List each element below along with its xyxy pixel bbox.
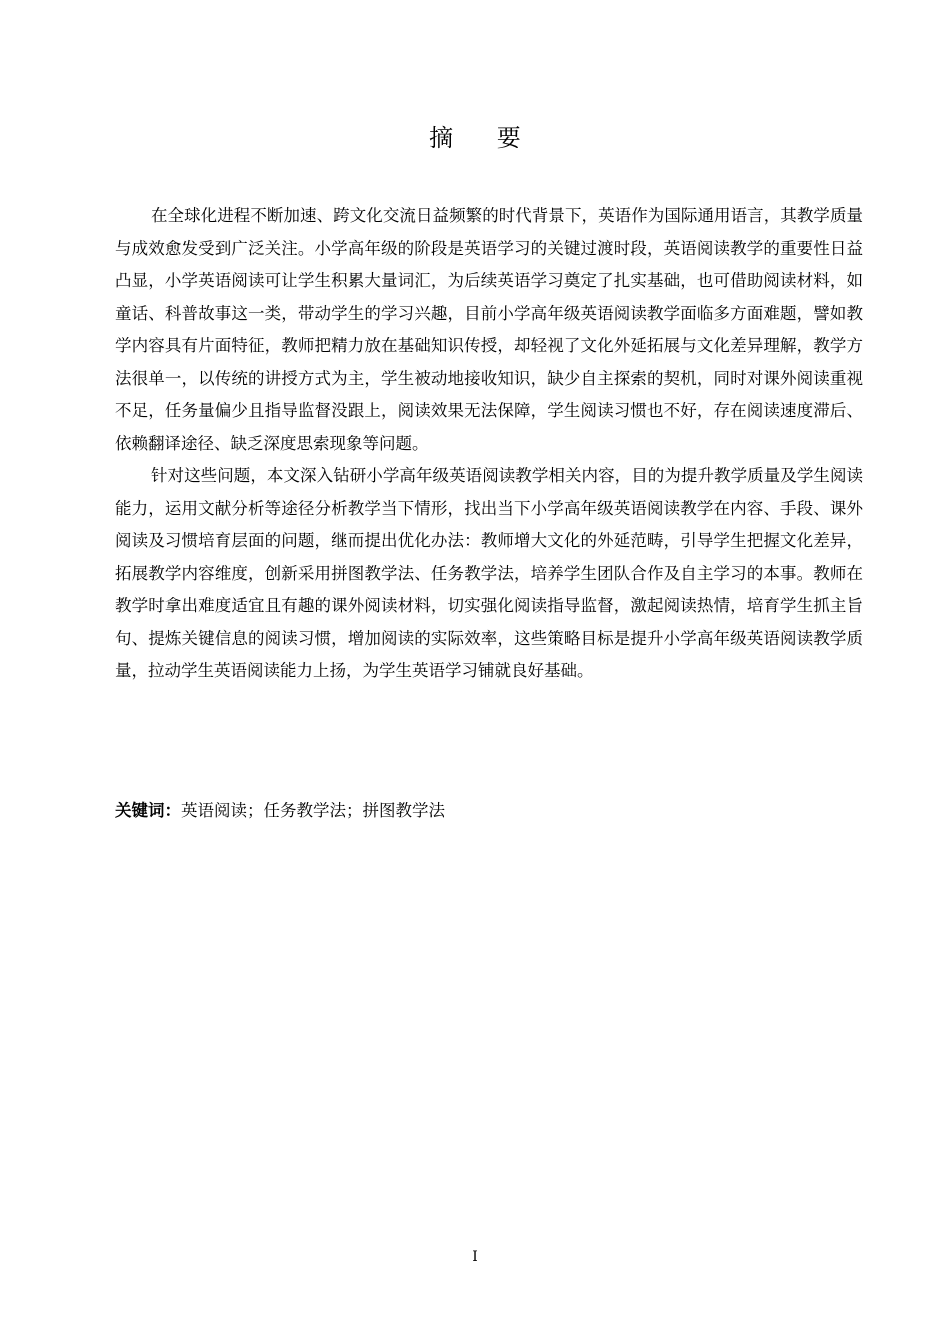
abstract-paragraph-2: 针对这些问题，本文深入钻研小学高年级英语阅读教学相关内容，目的为提升教学质量及学生阅读能力，运用文献分析等途径分析教学当下情形，找出当下小学高年级英语阅读教学在内容、手段、课外阅读及习惯培育层面的问题，继而提出优化办法：教师增大文化的外延范畴，引导学生把握文化差异，拓展教学内容维度，创新采用拼图教学法、任务教学法，培养学生团队合作及自主学习的本事。教师在教学时拿出难度适宜且有趣的课外阅读材料，切实强化阅读指导监督，激起阅读热情，培育学生抓主旨句、提炼关键信息的阅读习惯，增加阅读的实际效率，这些策略目标是提升小学高年级英语阅读教学质量，拉动学生英语阅读能力上扬，为学生英语学习铺就良好基础。	[115, 466, 863, 680]
abstract-paragraph-1: 在全球化进程不断加速、跨文化交流日益频繁的时代背景下，英语作为国际通用语言，其教学质量与成效愈发受到广泛关注。小学高年级的阶段是英语学习的关键过渡时段，英语阅读教学的重要性日益凸显，小学英语阅读可让学生积累大量词汇，为后续英语学习奠定了扎实基础，也可借助阅读材料，如童话、科普故事这一类，带动学生的学习兴趣，目前小学高年级英语阅读教学面临多方面难题，譬如教学内容具有片面特征，教师把精力放在基础知识传授，却轻视了文化外延拓展与文化差异理解，教学方法很单一，以传统的讲授方式为主，学生被动地接收知识，缺少自主探索的契机，同时对课外阅读重视不足，任务量偏少且指导监督没跟上，阅读效果无法保障，学生阅读习惯也不好，存在阅读速度滞后、依赖翻译途径、缺乏深度思索现象等问题。	[115, 206, 863, 453]
keywords-label: 关键词：	[115, 801, 181, 820]
keywords-line	[115, 795, 863, 827]
page-title: 摘 要	[429, 124, 539, 152]
keywords-text: 英语阅读；任务教学法；拼图教学法	[181, 801, 445, 820]
abstract-body	[115, 200, 863, 688]
page-number: I	[472, 1249, 478, 1265]
